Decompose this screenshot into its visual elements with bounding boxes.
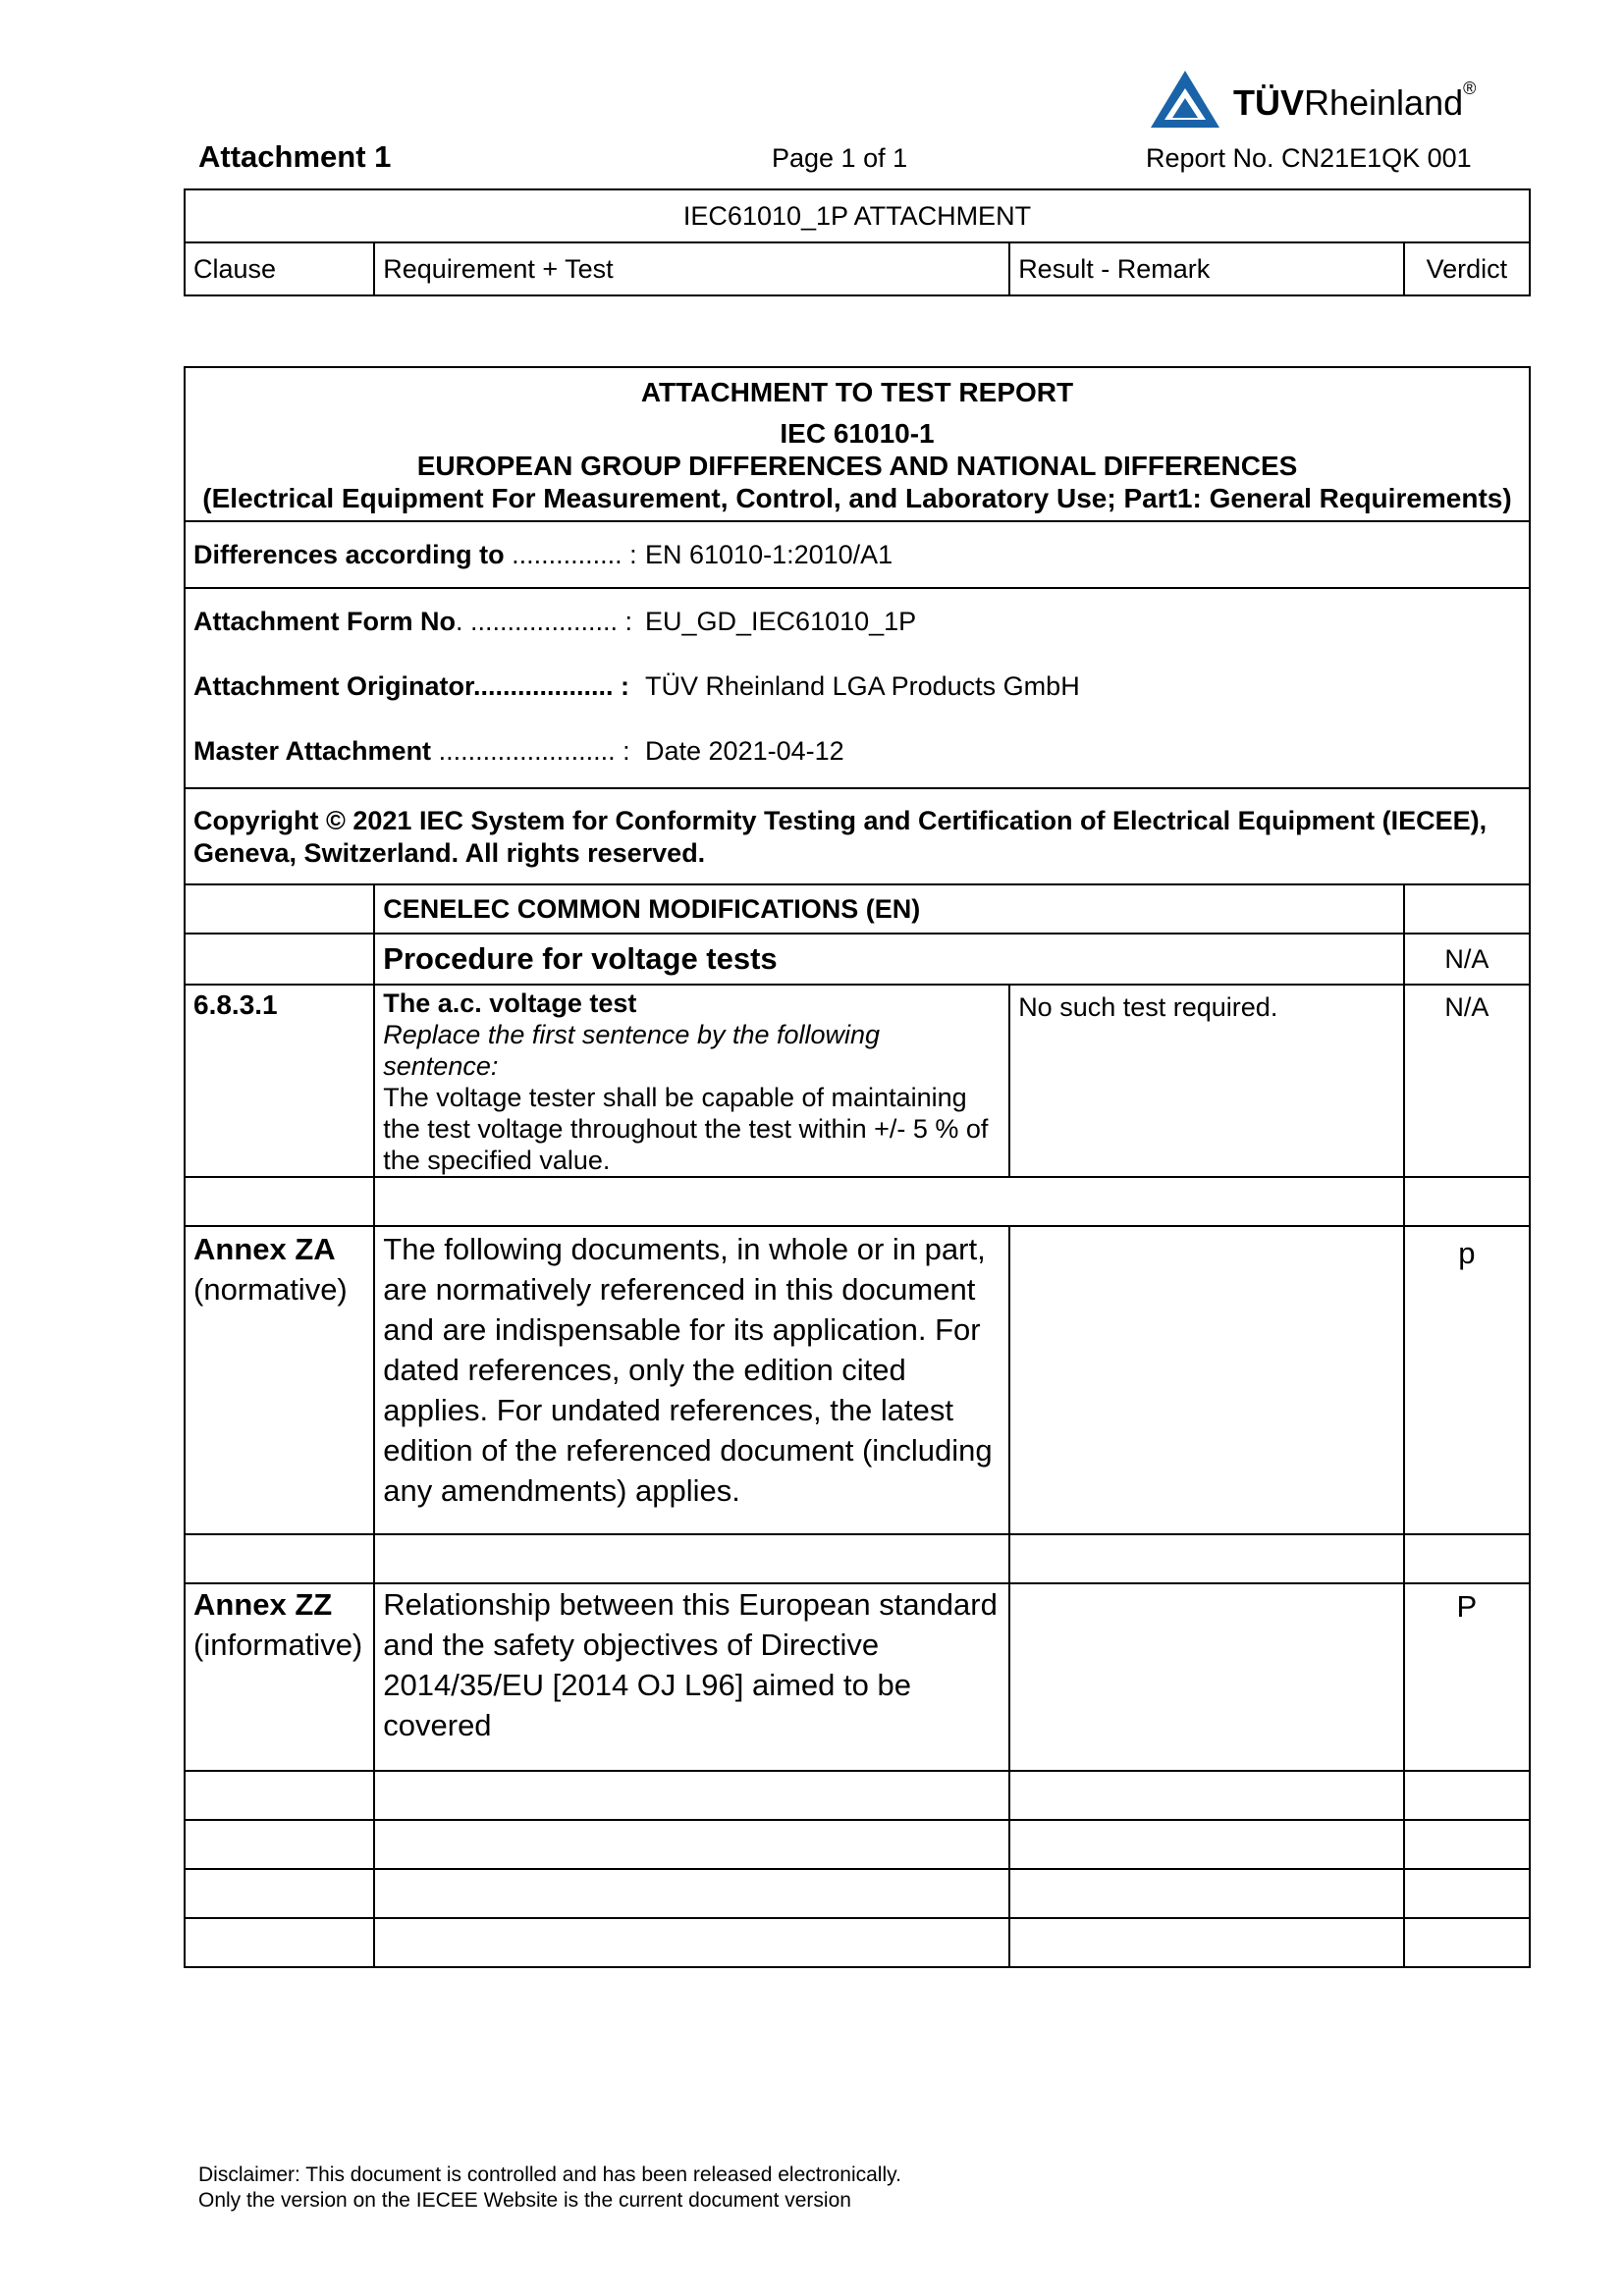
cenelec-heading: CENELEC COMMON MODIFICATIONS (EN) [374, 884, 1403, 934]
field-value: Date 2021-04-12 [645, 735, 844, 766]
requirement-cell: The following documents, in whole or in part, are normatively referenced in this document and are indispensable for its application. For dated references, only the edition cited applies. For undated references, the latest edition of the referenced document (including any amendments) applies. [374, 1226, 1009, 1534]
empty-cell [1404, 1869, 1530, 1918]
field-dots: . .................... : [456, 606, 633, 636]
column-header-clause: Clause [185, 242, 374, 295]
header-table [184, 188, 1531, 296]
field-value: TÜV Rheinland LGA Products GmbH [645, 670, 1080, 701]
differences-field [185, 521, 1530, 588]
remark-cell: No such test required. [1009, 985, 1404, 1177]
column-header-verdict: Verdict [1404, 242, 1530, 295]
requirement-cell [374, 985, 1009, 1177]
field-dots: ............... : [504, 539, 637, 569]
attachment-fields [185, 588, 1530, 788]
empty-cell [1404, 1177, 1530, 1226]
report-title-line: ATTACHMENT TO TEST REPORT [640, 377, 1074, 407]
empty-cell [1009, 1918, 1404, 1967]
field-label: Attachment Originator [193, 670, 474, 701]
empty-cell [1404, 1918, 1530, 1967]
empty-cell [185, 1771, 374, 1820]
tuv-rheinland-logo [1149, 65, 1512, 133]
empty-cell [1009, 1534, 1404, 1583]
report-title-line: IEC 61010-1 [780, 418, 935, 449]
empty-cell [185, 1869, 374, 1918]
field-dots: ........................ : [431, 735, 630, 766]
disclaimer [198, 2163, 901, 2214]
remark-cell [1009, 1583, 1404, 1771]
field-label: Master Attachment [193, 735, 432, 766]
verdict-cell: p [1404, 1226, 1530, 1534]
empty-cell [1404, 1820, 1530, 1869]
verdict-cell: N/A [1404, 985, 1530, 1177]
remark-cell [1009, 1226, 1404, 1534]
clause-cell [185, 1583, 374, 1771]
empty-cell [185, 1534, 374, 1583]
report-title-line: EUROPEAN GROUP DIFFERENCES AND NATIONAL DIFFERENCES [416, 451, 1298, 481]
verdict-cell: N/A [1404, 934, 1530, 985]
clause-cell [185, 1226, 374, 1534]
empty-cell [374, 1177, 1403, 1226]
requirement-italic: Replace the first sentence by the following sentence: [383, 1020, 881, 1081]
empty-cell [374, 1534, 1009, 1583]
empty-cell [185, 934, 374, 985]
logo-registered: ® [1463, 79, 1477, 98]
procedure-heading: Procedure for voltage tests [374, 934, 1403, 985]
empty-cell [374, 1918, 1009, 1967]
annex-title: Annex ZA [193, 1232, 336, 1266]
column-header-requirement: Requirement + Test [374, 242, 1009, 295]
empty-cell [1009, 1820, 1404, 1869]
disclaimer-line: Disclaimer: This document is controlled and has been released electronically. [198, 2163, 901, 2186]
report-title-line: (Electrical Equipment For Measurement, Control, and Laboratory Use; Part1: General Requirements) [202, 483, 1512, 513]
field-value: EN 61010-1:2010/A1 [645, 539, 893, 569]
field-value: EU_GD_IEC61010_1P [645, 606, 917, 636]
empty-cell [185, 884, 374, 934]
field-label: Differences according to [193, 539, 505, 569]
empty-cell [1404, 1771, 1530, 1820]
table-title: IEC61010_1P ATTACHMENT [185, 189, 1530, 242]
clause-cell: 6.8.3.1 [185, 985, 374, 1177]
annex-subtitle: (normative) [193, 1272, 348, 1307]
requirement-title: The a.c. voltage test [383, 988, 637, 1018]
empty-cell [185, 1177, 374, 1226]
logo-brand-rest: Rheinland [1304, 82, 1464, 123]
annex-subtitle: (informative) [193, 1628, 363, 1662]
empty-cell [185, 1918, 374, 1967]
requirement-text: The voltage tester shall be capable of maintaining the test voltage throughout the test within +/- 5 % of the specified value. [383, 1083, 989, 1175]
empty-cell [1009, 1869, 1404, 1918]
main-table [184, 366, 1531, 1968]
empty-cell [374, 1820, 1009, 1869]
report-number: Report No. CN21E1QK 001 [1146, 143, 1472, 173]
attachment-title: Attachment 1 [198, 139, 392, 174]
requirement-cell: Relationship between this European standard and the safety objectives of Directive 2014/35/EU [2014 OJ L96] aimed to be covered [374, 1583, 1009, 1771]
logo-brand-bold: TÜV [1233, 82, 1304, 123]
annex-title: Annex ZZ [193, 1587, 333, 1622]
empty-cell [185, 1820, 374, 1869]
field-label: Attachment Form No [193, 606, 457, 636]
page-number: Page 1 of 1 [772, 143, 908, 173]
triangle-logo-icon [1149, 69, 1221, 130]
empty-cell [374, 1869, 1009, 1918]
copyright-notice: Copyright © 2021 IEC System for Conformity Testing and Certification of Electrical Equipment (IECEE), Geneva, Switzerland. All rights reserved. [185, 788, 1530, 884]
empty-cell [1404, 1534, 1530, 1583]
field-dots: ................... : [473, 670, 630, 701]
verdict-cell: P [1404, 1583, 1530, 1771]
empty-cell [1404, 884, 1530, 934]
empty-cell [374, 1771, 1009, 1820]
report-title-block [185, 367, 1530, 521]
empty-cell [1009, 1771, 1404, 1820]
column-header-result: Result - Remark [1009, 242, 1404, 295]
disclaimer-line: Only the version on the IECEE Website is the current document version [198, 2189, 851, 2212]
